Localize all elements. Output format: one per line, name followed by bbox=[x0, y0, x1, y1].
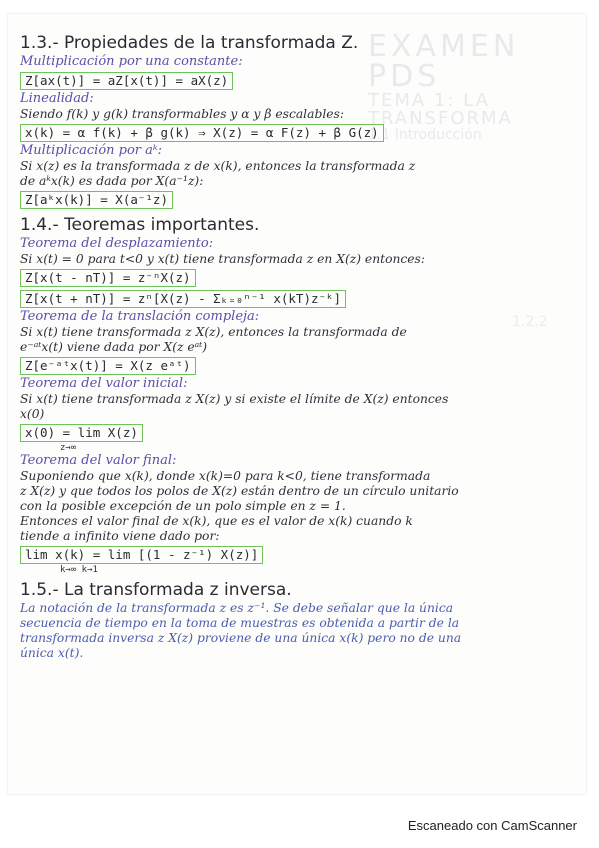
formula-row bbox=[20, 122, 580, 143]
text-line: transformada inversa z X(z) proviene de una única x(k) pero no de una bbox=[20, 631, 462, 645]
text-line: e⁻ᵃᵗx(t) viene dada por X(z eᵃᵗ) bbox=[20, 340, 208, 354]
formula-box: Z[ax(t)] = aZ[x(t)] = aX(z) bbox=[20, 72, 233, 90]
text-line: única x(t). bbox=[20, 646, 84, 660]
notes-content bbox=[20, 32, 580, 665]
subheading: Teorema del valor final: bbox=[20, 453, 177, 468]
limit-subscript: z→∞ bbox=[60, 443, 77, 453]
watermark-side: 1.2.2 bbox=[512, 314, 548, 330]
section-heading: 1.4.- Teoremas importantes. bbox=[20, 215, 260, 235]
text-line: Si x(z) es la transformada z de x(k), entonces la transformada z bbox=[20, 159, 416, 173]
formula-row bbox=[20, 267, 580, 288]
text-line: con la posible excepción de un polo simple en z = 1. bbox=[20, 499, 346, 513]
section-gap bbox=[20, 661, 580, 665]
text-line: La notación de la transformada z es z⁻¹. Se debe señalar que la única bbox=[20, 601, 454, 615]
formula-box: Z[x(t + nT)] = zⁿ[X(z) - Σₖ₌₀ⁿ⁻¹ x(kT)z⁻ᵏ] bbox=[20, 290, 346, 308]
formula-box: Z[aᵏx(k)] = X(a⁻¹z) bbox=[20, 191, 173, 209]
subheading: Teorema del desplazamiento: bbox=[20, 236, 214, 251]
subheading: Multiplicación por una constante: bbox=[20, 54, 243, 69]
text-line: tiende a infinito viene dado por: bbox=[20, 529, 220, 543]
section-heading: 1.5.- La transformada z inversa. bbox=[20, 580, 292, 600]
camscanner-footer: Escaneado con CamScanner bbox=[407, 818, 577, 833]
text-line: x(0) bbox=[20, 407, 45, 421]
formula-box: Z[e⁻ᵃᵗx(t)] = X(z eᵃᵗ) bbox=[20, 357, 196, 375]
watermark-line-3: 1.1 Introducción bbox=[368, 127, 482, 143]
scanned-page bbox=[8, 14, 586, 794]
subheading: Multiplicación por aᵏ: bbox=[20, 143, 163, 158]
formula-row bbox=[20, 422, 580, 443]
formula-box: x(0) = lim X(z) bbox=[20, 424, 143, 442]
subheading: Teorema del valor inicial: bbox=[20, 376, 188, 391]
formula-box: Z[x(t - nT)] = z⁻ⁿX(z) bbox=[20, 269, 196, 287]
subheading: Teorema de la translación compleja: bbox=[20, 309, 260, 324]
text-line: Siendo f(k) y g(k) transformables y α y β escalables: bbox=[20, 107, 344, 121]
section-heading: 1.3.- Propiedades de la transformada Z. bbox=[20, 33, 359, 53]
text-line: Suponiendo que x(k), donde x(k)=0 para k<0, tiene transformada bbox=[20, 469, 431, 483]
formula-box: lim x(k) = lim [(1 - z⁻¹) X(z)] bbox=[20, 546, 263, 564]
text-line: secuencia de tiempo en la toma de muestras es obtenida a partir de la bbox=[20, 616, 460, 630]
text-line: Entonces el valor final de x(k), que es el valor de x(k) cuando k bbox=[20, 514, 413, 528]
text-line: Si x(t) tiene transformada z X(z), entonces la transformada de bbox=[20, 325, 407, 339]
formula-row bbox=[20, 544, 580, 565]
formula-row bbox=[20, 355, 580, 376]
watermark-line-1: EXAMEN PDS bbox=[368, 29, 520, 94]
text-line: z X(z) y que todos los polos de X(z) están dentro de un círculo unitario bbox=[20, 484, 459, 498]
formula-row bbox=[20, 288, 580, 309]
formula-row bbox=[20, 70, 580, 91]
text-line: Si x(t) = 0 para t<0 y x(t) tiene transformada z en X(z) entonces: bbox=[20, 252, 426, 266]
text-line: de aᵏx(k) es dada por X(a⁻¹z): bbox=[20, 174, 204, 188]
formula-box: x(k) = α f(k) + β g(k) ⇒ X(z) = α F(z) + β G(z) bbox=[20, 124, 384, 142]
subheading: Linealidad: bbox=[20, 91, 94, 106]
watermark-line-2: TEMA 1: LA TRANSFORMA bbox=[368, 90, 513, 129]
formula-row bbox=[20, 189, 580, 210]
text-line: Si x(t) tiene transformada z X(z) y si existe el límite de X(z) entonces bbox=[20, 392, 449, 406]
limit-subscript: k→∞ k→1 bbox=[60, 565, 98, 575]
